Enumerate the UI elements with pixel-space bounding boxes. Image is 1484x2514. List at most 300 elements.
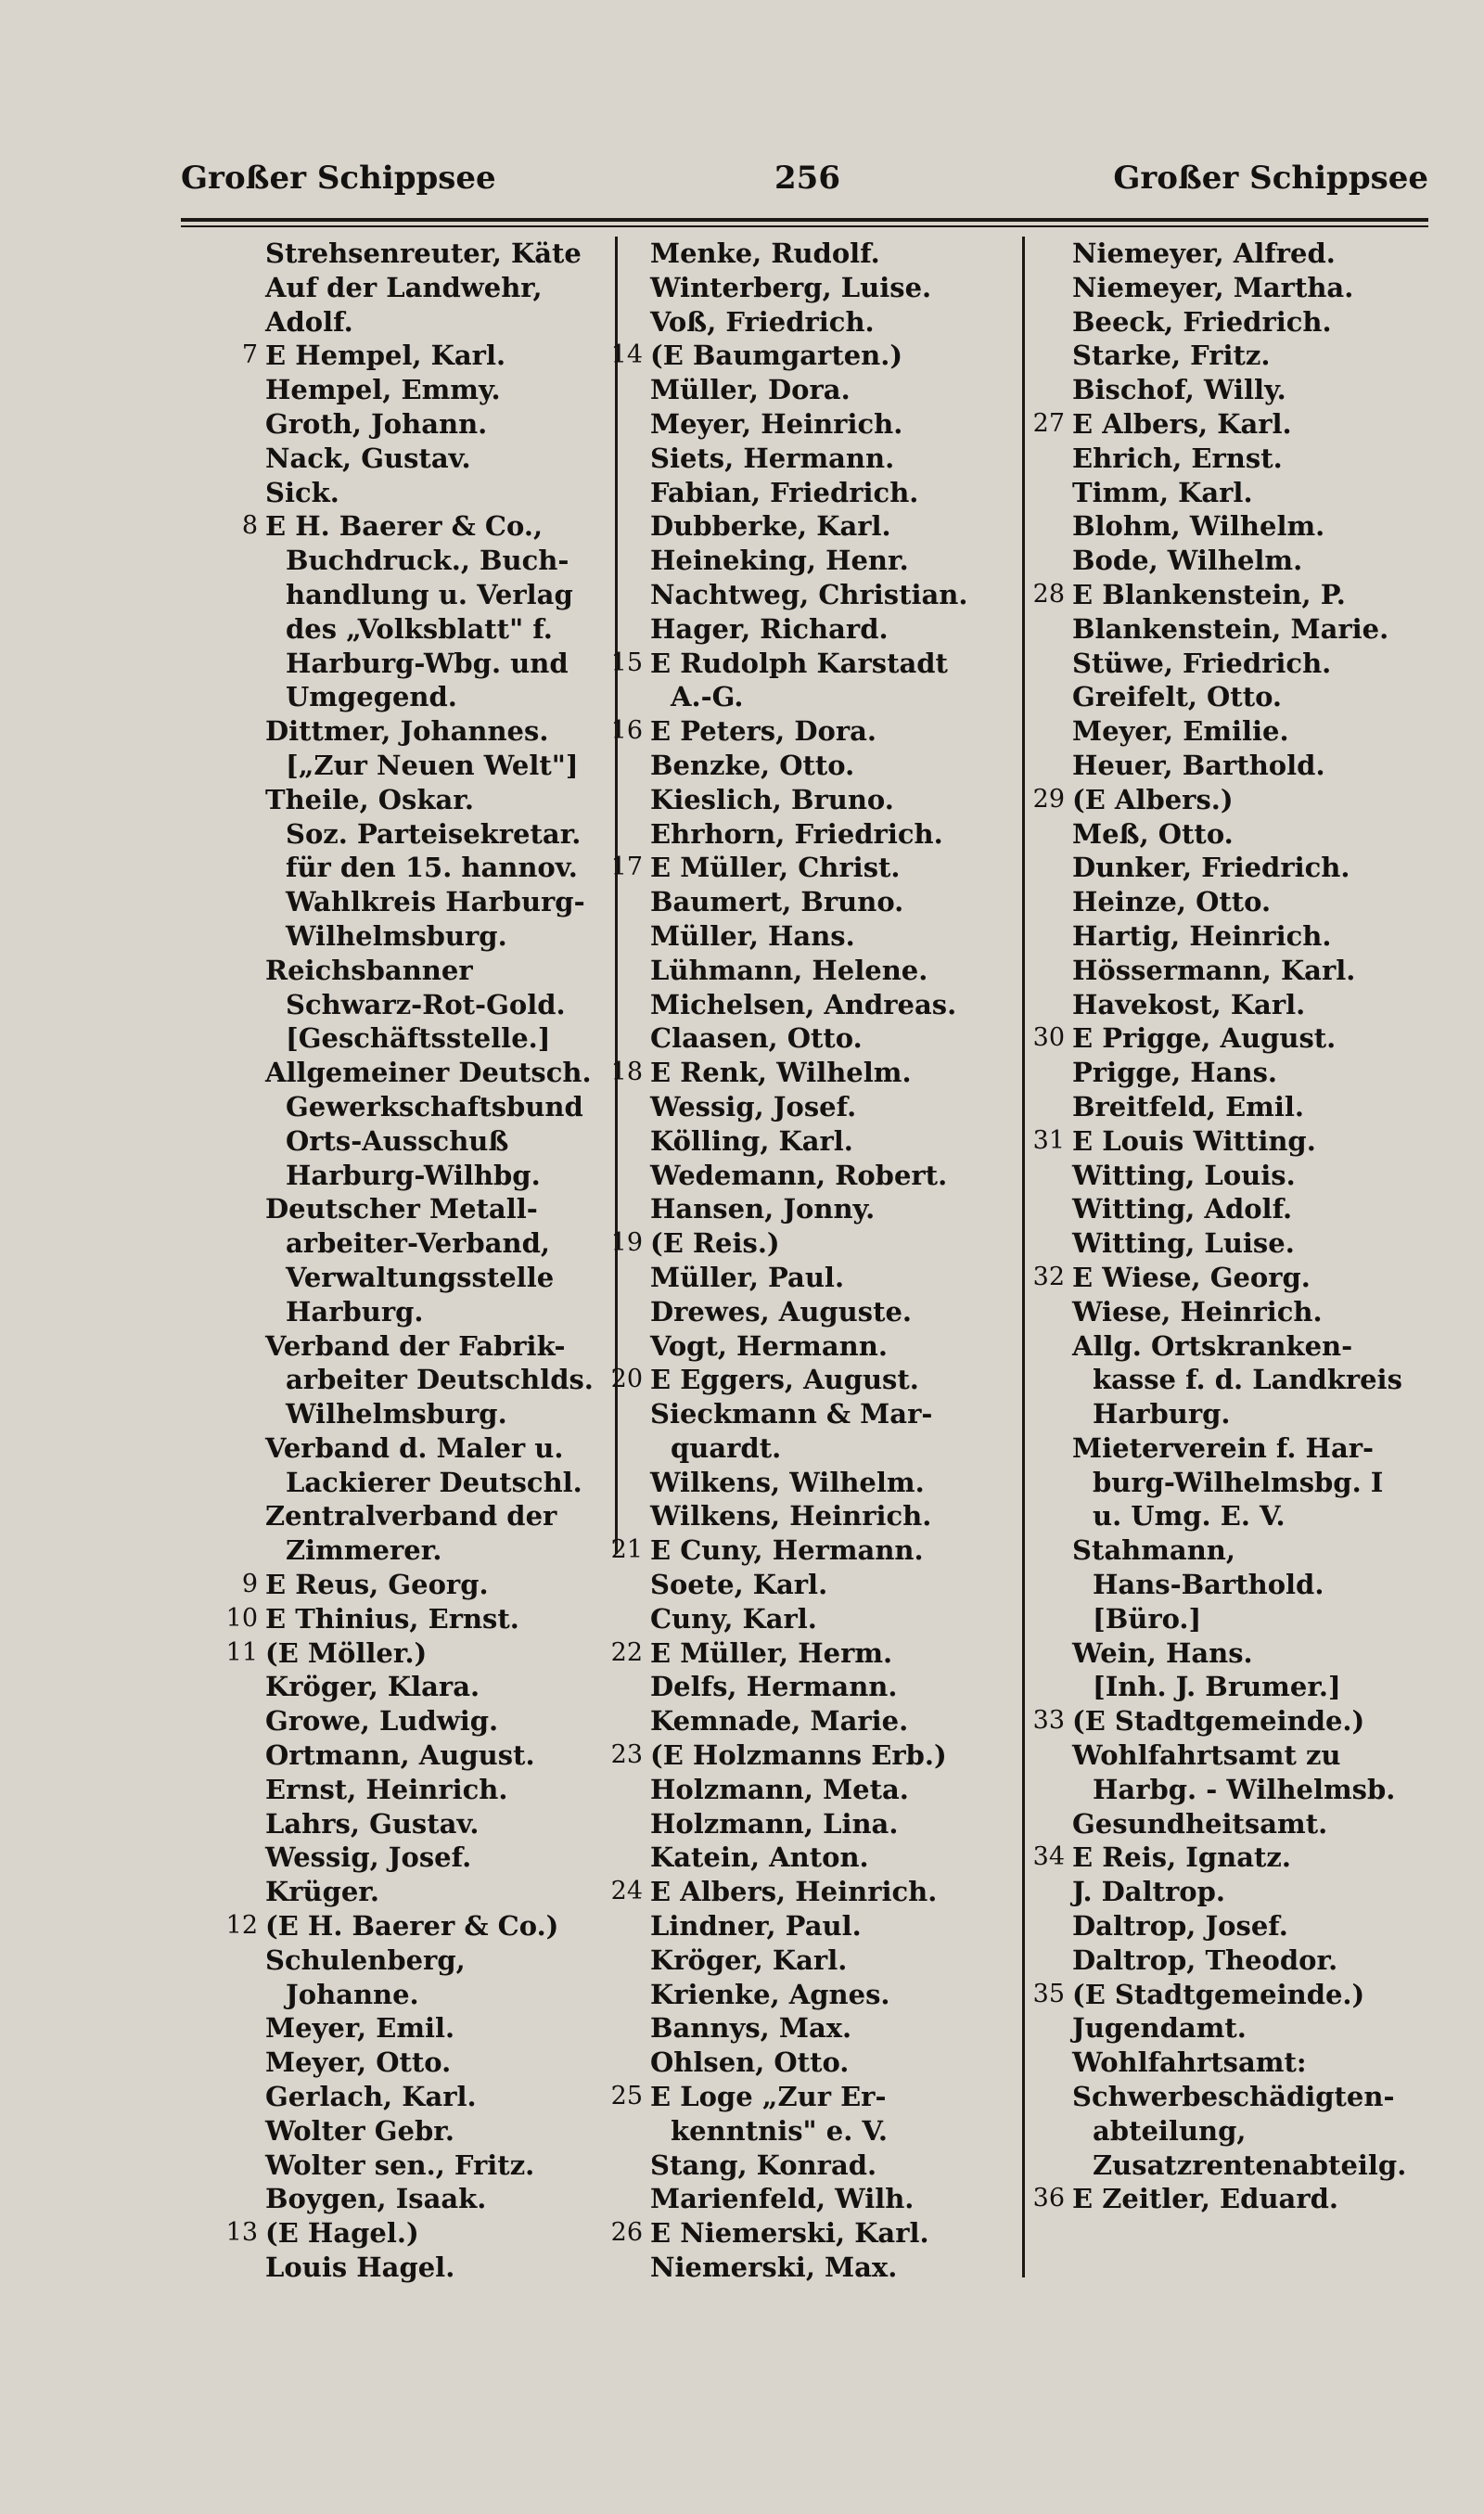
directory-entry: [598, 578, 1020, 612]
entry-text: E Müller, Herm.: [650, 1636, 893, 1669]
directory-entry: [598, 1192, 1020, 1226]
entry-text: Wilhelmsburg.: [286, 919, 507, 952]
directory-entry: [1020, 1192, 1442, 1226]
directory-entry: [1020, 1636, 1442, 1671]
column-2: [598, 237, 1020, 2296]
directory-entry: [1020, 2182, 1442, 2216]
directory-entry: [598, 1226, 1020, 1261]
entry-text: Wilhelmsburg.: [286, 1398, 507, 1430]
entry-text: Soz. Parteisekretar.: [286, 817, 582, 850]
entry-text: Meß, Otto.: [1072, 817, 1234, 850]
entry-text: Dittmer, Johannes.: [265, 715, 549, 748]
directory-entry: [1020, 1021, 1442, 1056]
entry-text: E Renk, Wilhelm.: [650, 1057, 912, 1089]
entry-text: Wedemann, Robert.: [650, 1159, 948, 1191]
entry-text: Orts-Ausschuß: [286, 1124, 509, 1157]
entry-text: Ehrich, Ernst.: [1072, 442, 1283, 474]
entry-text: Timm, Karl.: [1072, 476, 1253, 508]
directory-entry: [213, 1124, 612, 1159]
entry-text: Verband der Fabrik-: [265, 1329, 566, 1362]
directory-entry: [213, 2251, 612, 2285]
directory-entry: [598, 2046, 1020, 2080]
entry-text: Schwarz-Rot-Gold.: [286, 988, 566, 1020]
directory-entry: [213, 271, 612, 305]
directory-entry: [1020, 1261, 1442, 1295]
entry-text: arbeiter Deutschlds.: [286, 1364, 594, 1396]
directory-entry: [1020, 647, 1442, 681]
entry-text: [Büro.]: [1093, 1602, 1202, 1635]
entry-text: Sieckmann & Mar-: [650, 1398, 933, 1430]
directory-entry: [213, 2114, 612, 2148]
entry-text: E H. Baerer & Co.,: [265, 510, 544, 543]
entry-text: Lahrs, Gustav.: [265, 1807, 480, 1840]
directory-entry: [598, 885, 1020, 919]
entry-text: Breitfeld, Emil.: [1072, 1090, 1304, 1122]
directory-entry: [1020, 1943, 1442, 1978]
directory-entry: [213, 578, 612, 612]
directory-entry: [1020, 1568, 1442, 1602]
entry-text: Kröger, Klara.: [265, 1671, 480, 1703]
directory-entry: [213, 1875, 612, 1909]
entry-text: Müller, Dora.: [650, 374, 851, 406]
house-number: 15: [610, 648, 643, 677]
entry-text: Menke, Rudolf.: [650, 237, 880, 269]
entry-text: Soete, Karl.: [650, 1569, 828, 1601]
house-number: 25: [610, 2082, 643, 2111]
entry-text: E Peters, Dora.: [650, 715, 876, 748]
entry-text: Ehrhorn, Friedrich.: [650, 817, 943, 850]
entry-text: E Wiese, Georg.: [1072, 1261, 1311, 1293]
entry-text: Nachtweg, Christian.: [650, 578, 968, 610]
directory-entry: [1020, 1533, 1442, 1568]
house-number: 21: [610, 1535, 643, 1565]
directory-entry: [213, 954, 612, 988]
directory-entry: [213, 1499, 612, 1533]
house-number: 28: [1032, 579, 1065, 609]
directory-entry: [1020, 1466, 1442, 1500]
directory-entry: [213, 1090, 612, 1124]
directory-entry: [1020, 714, 1442, 749]
entry-text: Baumert, Bruno.: [650, 886, 904, 918]
directory-entry: [213, 1909, 612, 1943]
entry-text: Bannys, Max.: [650, 2012, 852, 2045]
directory-entry: [598, 1159, 1020, 1193]
house-number: 11: [225, 1637, 258, 1667]
directory-entry: [213, 2182, 612, 2216]
directory-entry: [1020, 476, 1442, 510]
entry-text: E Loge „Zur Er-: [650, 2081, 887, 2113]
house-number: 31: [1032, 1125, 1065, 1155]
entry-text: Reichsbanner: [265, 954, 473, 986]
directory-entry: [1020, 612, 1442, 647]
entry-text: Louis Hagel.: [265, 2251, 455, 2284]
entry-text: E Eggers, August.: [650, 1364, 919, 1396]
directory-entry: [598, 1056, 1020, 1090]
directory-entry: [598, 988, 1020, 1022]
entry-text: Greifelt, Otto.: [1072, 681, 1283, 713]
entry-text: E Reis, Ignatz.: [1072, 1841, 1291, 1874]
entry-text: Wiese, Heinrich.: [1072, 1295, 1323, 1328]
entry-text: Daltrop, Josef.: [1072, 1910, 1288, 1943]
entry-text: (E Reis.): [650, 1227, 780, 1260]
running-head: [181, 160, 1428, 215]
directory-entry: [598, 851, 1020, 885]
entry-text: Witting, Louis.: [1072, 1159, 1296, 1191]
directory-entry: [598, 1875, 1020, 1909]
directory-entry: [598, 714, 1020, 749]
directory-entry: [213, 1636, 612, 1671]
directory-entry: [598, 1329, 1020, 1364]
directory-entry: [598, 373, 1020, 407]
header-rule-thick: [181, 218, 1428, 222]
house-number: 23: [610, 1740, 643, 1770]
entry-text: Stahmann,: [1072, 1534, 1235, 1567]
directory-entry: [1020, 2080, 1442, 2114]
entry-text: Lindner, Paul.: [650, 1910, 862, 1943]
house-number: 35: [1032, 1979, 1065, 2008]
entry-text: Growe, Ludwig.: [265, 1705, 499, 1738]
directory-entry: [213, 544, 612, 578]
entry-text: E Louis Witting.: [1072, 1124, 1316, 1157]
house-number: 27: [1032, 408, 1065, 438]
entry-text: (E Stadtgemeinde.): [1072, 1705, 1365, 1738]
entry-text: Blohm, Wilhelm.: [1072, 510, 1325, 543]
house-number: 30: [1032, 1023, 1065, 1053]
directory-entry: [213, 2080, 612, 2114]
entry-text: Zentralverband der: [265, 1500, 557, 1533]
directory-entry: [213, 714, 612, 749]
house-number: 13: [225, 2218, 258, 2248]
entry-text: Ernst, Heinrich.: [265, 1773, 508, 1805]
entry-text: Boygen, Isaak.: [265, 2183, 487, 2215]
directory-entry: [1020, 919, 1442, 954]
entry-text: burg-Wilhelmsbg. I: [1093, 1466, 1384, 1498]
house-number: 29: [1032, 784, 1065, 814]
entry-text: Hössermann, Karl.: [1072, 954, 1356, 986]
directory-entry: [1020, 1431, 1442, 1466]
directory-entry: [213, 1363, 612, 1397]
directory-entry: [213, 509, 612, 544]
directory-entry: [213, 2216, 612, 2251]
directory-entry: [598, 1499, 1020, 1533]
house-number: 34: [1032, 1842, 1065, 1872]
entry-text: E Reus, Georg.: [265, 1569, 489, 1601]
entry-text: Dubberke, Karl.: [650, 510, 891, 543]
directory-entry: [598, 1124, 1020, 1159]
directory-entry: [598, 2011, 1020, 2046]
directory-entry: [598, 1090, 1020, 1124]
house-number: 8: [241, 511, 258, 541]
entry-text: Harburg.: [1093, 1398, 1231, 1430]
directory-entry: [213, 442, 612, 476]
house-number: 32: [1032, 1262, 1065, 1291]
directory-entry: [1020, 680, 1442, 714]
entry-text: Kölling, Karl.: [650, 1124, 853, 1157]
entry-text: Lackierer Deutschl.: [286, 1466, 582, 1498]
column-3: [1020, 237, 1442, 2296]
directory-entry: [213, 1533, 612, 1568]
entry-text: Schulenberg,: [265, 1943, 466, 1976]
entry-text: Daltrop, Theodor.: [1072, 1943, 1338, 1976]
directory-entry: [213, 339, 612, 373]
directory-entry: [598, 1943, 1020, 1978]
entry-text: Wein, Hans.: [1072, 1636, 1253, 1669]
directory-entry: [213, 407, 612, 442]
entry-text: für den 15. hannov.: [286, 852, 578, 884]
directory-entry: [213, 1602, 612, 1636]
entry-text: Prigge, Hans.: [1072, 1057, 1277, 1089]
entry-text: Harburg.: [286, 1295, 424, 1328]
entry-text: E Blankenstein, P.: [1072, 578, 1346, 610]
directory-entry: [213, 988, 612, 1022]
directory-entry: [213, 1261, 612, 1295]
running-head-right: Großer Schippsee: [1113, 160, 1428, 197]
directory-entry: [1020, 339, 1442, 373]
entry-text: Wohlfahrtsamt:: [1072, 2046, 1307, 2079]
entry-text: Starke, Fritz.: [1072, 340, 1271, 372]
entry-text: handlung u. Verlag: [286, 578, 573, 610]
directory-entry: [1020, 509, 1442, 544]
entry-text: Verband d. Maler u.: [265, 1431, 564, 1464]
entry-text: Sick.: [265, 476, 339, 508]
entry-text: Harbg. - Wilhelmsb.: [1093, 1773, 1396, 1805]
house-number: 18: [610, 1058, 643, 1087]
directory-entry: [213, 1841, 612, 1875]
directory-entry: [598, 1670, 1020, 1704]
directory-entry: [213, 1807, 612, 1841]
entry-text: Wilkens, Heinrich.: [650, 1500, 932, 1533]
directory-entry: [1020, 783, 1442, 817]
house-number: 17: [610, 853, 643, 882]
entry-text: Hager, Richard.: [650, 612, 889, 645]
house-number: 10: [225, 1603, 258, 1633]
entry-text: Niemerski, Max.: [650, 2251, 898, 2284]
entry-text: Müller, Paul.: [650, 1261, 845, 1293]
entry-text: Groth, Johann.: [265, 407, 488, 440]
entry-text: Mieterverein f. Har-: [1072, 1431, 1375, 1464]
entry-text: Harburg-Wilhbg.: [286, 1159, 541, 1191]
directory-entry: [1020, 1056, 1442, 1090]
entry-text: E Rudolph Karstadt: [650, 647, 948, 679]
directory-entry: [213, 305, 612, 340]
directory-entry: [598, 339, 1020, 373]
entry-text: E Albers, Karl.: [1072, 407, 1292, 440]
directory-entry: [213, 1773, 612, 1807]
entry-text: A.-G.: [671, 681, 744, 713]
entry-text: kasse f. d. Landkreis: [1093, 1364, 1402, 1396]
entry-text: Zimmerer.: [286, 1534, 442, 1567]
entry-text: Ortmann, August.: [265, 1739, 535, 1772]
page-number: 256: [774, 160, 840, 197]
entry-text: Wohlfahrtsamt zu: [1072, 1739, 1341, 1772]
column-1: [213, 237, 612, 2296]
directory-entry: [213, 1738, 612, 1773]
directory-entry: [213, 1192, 612, 1226]
directory-entry: [213, 1056, 612, 1090]
directory-entry: [213, 1431, 612, 1466]
directory-entry: [1020, 1773, 1442, 1807]
entry-text: Ohlsen, Otto.: [650, 2046, 850, 2079]
directory-entry: [1020, 749, 1442, 783]
house-number: 24: [610, 1877, 643, 1906]
directory-entry: [598, 476, 1020, 510]
entry-text: Gewerkschaftsbund: [286, 1090, 583, 1122]
directory-entry: [598, 954, 1020, 988]
entry-text: J. Daltrop.: [1072, 1876, 1226, 1908]
entry-text: abteilung,: [1093, 2114, 1247, 2147]
entry-text: Meyer, Emil.: [265, 2012, 455, 2045]
entry-text: Niemeyer, Martha.: [1072, 271, 1354, 303]
entry-text: Wessig, Josef.: [650, 1090, 857, 1122]
entry-text: Cuny, Karl.: [650, 1602, 817, 1635]
directory-entry: [598, 2182, 1020, 2216]
entry-text: Krüger.: [265, 1876, 380, 1908]
entry-text: Strehsenreuter, Käte: [265, 237, 582, 269]
directory-entry: [1020, 1602, 1442, 1636]
entry-text: des „Volksblatt" f.: [286, 612, 553, 645]
entry-text: Winterberg, Luise.: [650, 271, 932, 303]
directory-entry: [598, 1431, 1020, 1466]
directory-entry: [213, 817, 612, 852]
directory-entry: [598, 2216, 1020, 2251]
directory-entry: [1020, 1738, 1442, 1773]
entry-text: Schwerbeschädigten-: [1072, 2081, 1395, 2113]
directory-entry: [598, 1841, 1020, 1875]
entry-text: Krienke, Agnes.: [650, 1978, 890, 2010]
entry-text: Bischof, Willy.: [1072, 374, 1286, 406]
entry-text: Dunker, Friedrich.: [1072, 852, 1350, 884]
entry-text: (E Hagel.): [265, 2217, 419, 2250]
entry-text: (E Holzmanns Erb.): [650, 1739, 947, 1772]
directory-entry: [598, 2251, 1020, 2285]
entry-text: Allg. Ortskranken-: [1072, 1329, 1353, 1362]
house-number: 14: [610, 340, 643, 370]
entry-text: Deutscher Metall-: [265, 1193, 538, 1225]
entry-text: Holzmann, Lina.: [650, 1807, 899, 1840]
directory-entry: [213, 373, 612, 407]
entry-text: Meyer, Heinrich.: [650, 407, 903, 440]
entry-text: u. Umg. E. V.: [1093, 1500, 1286, 1533]
entry-text: Stüwe, Friedrich.: [1072, 647, 1332, 679]
directory-entry: [213, 1943, 612, 1978]
directory-entry: [213, 1159, 612, 1193]
entry-text: (E Möller.): [265, 1636, 428, 1669]
entry-text: Wessig, Josef.: [265, 1841, 472, 1874]
entry-text: Heinze, Otto.: [1072, 886, 1272, 918]
directory-entry: [1020, 544, 1442, 578]
directory-entry: [1020, 1807, 1442, 1841]
entry-text: Wolter Gebr.: [265, 2114, 454, 2147]
directory-entry: [1020, 1329, 1442, 1364]
directory-entry: [598, 1466, 1020, 1500]
directory-entry: [213, 749, 612, 783]
directory-entry: [1020, 1875, 1442, 1909]
entry-text: Bode, Wilhelm.: [1072, 545, 1303, 577]
directory-entry: [1020, 2114, 1442, 2148]
directory-entry: [1020, 1670, 1442, 1704]
directory-entry: [213, 1978, 612, 2012]
directory-entry: [213, 2011, 612, 2046]
directory-entry: [1020, 885, 1442, 919]
directory-entry: [598, 783, 1020, 817]
entry-text: Katein, Anton.: [650, 1841, 869, 1874]
directory-entry: [1020, 988, 1442, 1022]
entry-text: Johanne.: [286, 1978, 419, 2010]
entry-text: Havekost, Karl.: [1072, 988, 1306, 1020]
directory-entry: [213, 1568, 612, 1602]
directory-entry: [1020, 1363, 1442, 1397]
directory-entry: [598, 1738, 1020, 1773]
entry-text: Buchdruck., Buch-: [286, 545, 569, 577]
directory-entry: [213, 680, 612, 714]
entry-text: Theile, Oskar.: [265, 783, 474, 815]
house-number: 7: [241, 340, 258, 370]
entry-text: Witting, Luise.: [1072, 1227, 1295, 1260]
entry-text: Fabian, Friedrich.: [650, 476, 919, 508]
entry-text: Witting, Adolf.: [1072, 1193, 1293, 1225]
entry-text: [„Zur Neuen Welt"]: [286, 749, 579, 781]
entry-text: Michelsen, Andreas.: [650, 988, 957, 1020]
directory-entry: [213, 1329, 612, 1364]
directory-entry: [598, 2114, 1020, 2148]
entry-text: Allgemeiner Deutsch.: [265, 1057, 592, 1089]
directory-entry: [1020, 2046, 1442, 2080]
directory-entry: [213, 2148, 612, 2183]
directory-entry: [598, 1704, 1020, 1738]
directory-entry: [1020, 1909, 1442, 1943]
directory-entry: [213, 1704, 612, 1738]
directory-entry: [1020, 1090, 1442, 1124]
house-number: 16: [610, 716, 643, 746]
directory-entry: [1020, 817, 1442, 852]
directory-entry: [598, 647, 1020, 681]
directory-entry: [213, 647, 612, 681]
directory-entry: [213, 1021, 612, 1056]
directory-entry: [213, 2046, 612, 2080]
directory-entry: [1020, 442, 1442, 476]
entry-text: Beeck, Friedrich.: [1072, 305, 1332, 338]
entry-text: Verwaltungsstelle: [286, 1261, 555, 1293]
directory-entry: [1020, 2011, 1442, 2046]
entry-text: Holzmann, Meta.: [650, 1773, 909, 1805]
directory-entry: [598, 1021, 1020, 1056]
entry-text: Claasen, Otto.: [650, 1022, 863, 1055]
directory-entry: [598, 1363, 1020, 1397]
entry-text: Voß, Friedrich.: [650, 305, 875, 338]
directory-entry: [1020, 2148, 1442, 2183]
directory-entry: [1020, 305, 1442, 340]
directory-entry: [598, 919, 1020, 954]
entry-text: E Hempel, Karl.: [265, 340, 506, 372]
entry-text: Drewes, Auguste.: [650, 1295, 913, 1328]
directory-entry: [1020, 373, 1442, 407]
entry-text: kenntnis" e. V.: [671, 2114, 888, 2147]
entry-text: E Niemerski, Karl.: [650, 2217, 929, 2250]
directory-entry: [213, 237, 612, 271]
entry-text: Jugendamt.: [1072, 2012, 1247, 2045]
directory-entry: [598, 442, 1020, 476]
directory-entry: [598, 544, 1020, 578]
entry-text: Adolf.: [265, 305, 353, 338]
entry-text: Kröger, Karl.: [650, 1943, 848, 1976]
directory-entry: [1020, 1978, 1442, 2012]
entry-text: Wolter sen., Fritz.: [265, 2148, 535, 2181]
directory-entry: [598, 1978, 1020, 2012]
entry-text: [Geschäftsstelle.]: [286, 1022, 551, 1055]
directory-entry: [598, 1295, 1020, 1329]
directory-entry: [598, 1261, 1020, 1295]
entry-text: E Zeitler, Eduard.: [1072, 2183, 1338, 2215]
